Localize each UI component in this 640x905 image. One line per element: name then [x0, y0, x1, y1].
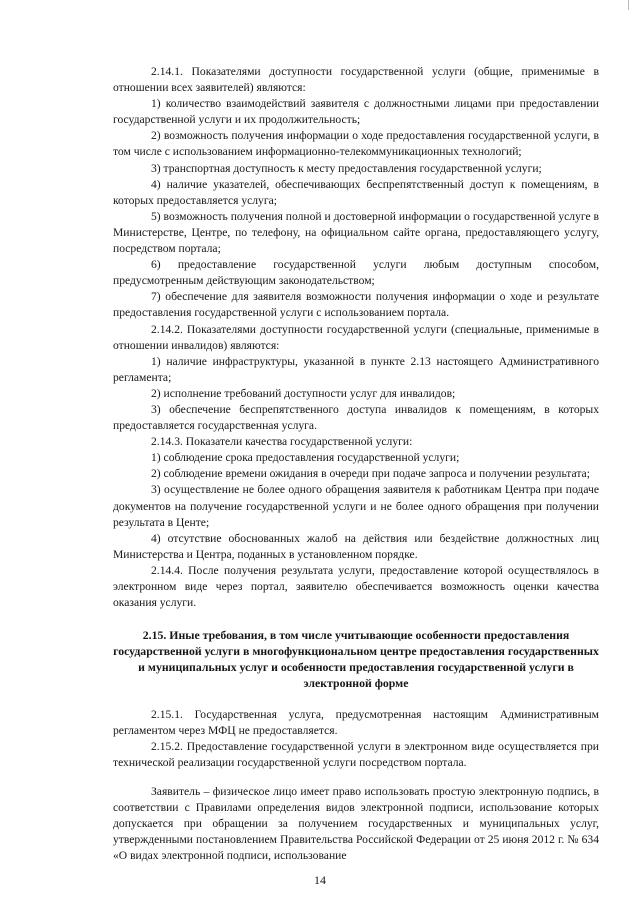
- paragraph-quality-1: 1) соблюдение срока предоставления государственной услуги;: [151, 451, 460, 465]
- document-body: [113, 64, 599, 864]
- paragraph-availability-2: 2) возможность получения информации о ходе предоставления государственной услуги, в том числе с использованием информационно-телекоммуникационных технологий;: [113, 129, 599, 159]
- paragraph-applicant-signature: Заявитель – физическое лицо имеет право использовать простую электронную подпись, в соответствии с Правилами определения видов электронной подписи, использование которых допускается при обращении за получением государственных и муниципальных услуг, утвержденными постановлением Правительства Российской Федерации от 25 июня 2012 г. № 634 «О видах электронной подписи, использование: [113, 784, 599, 862]
- paragraph-availability-1: 1) количество взаимодействий заявителя с должностными лицами при предоставлении государственной услуги и их продолжительность;: [113, 97, 599, 127]
- paragraph-special-1: 1) наличие инфраструктуры, указанной в пункте 2.13 настоящего Административного регламента;: [113, 354, 599, 384]
- paragraph-2-15-1: 2.15.1. Государственная услуга, предусмотренная настоящим Административным регламентом через МФЦ не предоставляется.: [113, 708, 599, 738]
- paragraph-2-14-1: 2.14.1. Показателями доступности государственной услуги (общие, применимые в отношении всех заявителей) являются:: [113, 65, 599, 95]
- paragraph-2-14-3: 2.14.3. Показатели качества государственной услуги:: [151, 435, 413, 449]
- scan-edge-mark: [628, 0, 629, 10]
- paragraph-2-15-2: 2.15.2. Предоставление государственной услуги в электронном виде осуществляется при технической реализации государственной услуги посредством портала.: [113, 740, 599, 770]
- paragraph-quality-2: 2) соблюдение времени ожидания в очереди при подаче запроса и получении результата;: [151, 467, 590, 481]
- paragraph-availability-4: 4) наличие указателей, обеспечивающих беспрепятственный доступ к помещениям, в которых предоставляется услуга;: [113, 177, 599, 207]
- paragraph-availability-6: 6) предоставление государственной услуги любым доступным способом, предусмотренным действующим законодательством;: [113, 258, 599, 288]
- paragraph-special-2: 2) исполнение требований доступности услуг для инвалидов;: [151, 386, 456, 400]
- page-number: 14: [314, 873, 326, 887]
- paragraph-availability-7: 7) обеспечение для заявителя возможности получения информации о ходе и результате предоставления государственной услуги с использованием портала.: [113, 290, 599, 320]
- paragraph-quality-3: 3) осуществление не более одного обращения заявителя к работникам Центра при подаче документов на получение государственной услуги и не более одного обращения при получении результата в Центе;: [113, 483, 599, 529]
- section-heading: 2.15. Иные требования, в том числе учитывающие особенности предоставления государственной услуги в многофункциональном центре предоставления государственных и муниципальных услуг и особенности предоставления государственной услуги в электронной форме: [113, 628, 599, 691]
- paragraph-availability-5: 5) возможность получения полной и достоверной информации о государственной услуге в Министерстве, Центре, по телефону, на официальном сайте органа, предоставляющего услугу, посредством портала;: [113, 209, 600, 256]
- paragraph-special-3: 3) обеспечение беспрепятственного доступа инвалидов к помещениям, в которых предоставляется государственная услуга.: [113, 402, 599, 433]
- paragraph-availability-3: 3) транспортная доступность к месту предоставления государственной услуги;: [151, 161, 542, 175]
- paragraph-2-14-2: 2.14.2. Показателями доступности государственной услуги (специальные, применимые в отношении инвалидов) являются:: [113, 322, 599, 352]
- paragraph-2-14-4: 2.14.4. После получения результата услуги, предоставление которой осуществлялось в электронном виде через портал, заявителю обеспечивается возможность оценки качества оказания услуги.: [113, 563, 599, 610]
- paragraph-quality-4: 4) отсутствие обоснованных жалоб на действия или бездействие должностных лиц Министерства и Центра, поданных в установленном порядке.: [113, 531, 599, 561]
